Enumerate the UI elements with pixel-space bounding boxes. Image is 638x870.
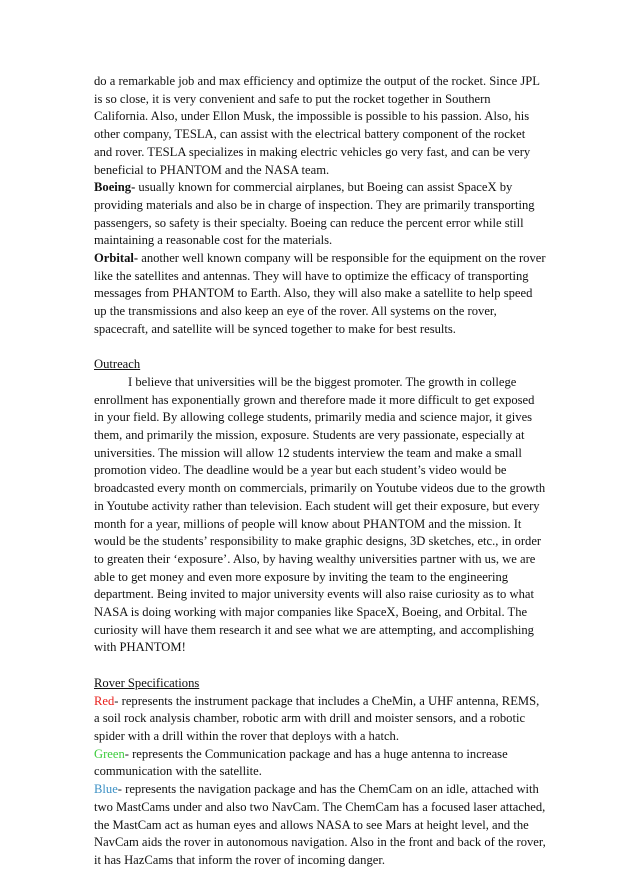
spacer xyxy=(94,339,546,357)
orbital-text: another well known company will be responsible for the equipment on the rover like the satellites and antennas. They will have to optimize the efficacy of transporting messages from PHANTOM to Earth. Also, they will also make a satellite to help speed up the transmissions and also keep an eye of the rover. All systems on the rover, spacecraft, and satellite will be synced together to make for best results. xyxy=(94,251,546,336)
red-label: Red xyxy=(94,693,115,708)
boeing-label: Boeing- xyxy=(94,180,136,195)
rover-specifications-heading: Rover Specifications xyxy=(94,675,200,690)
orbital-paragraph xyxy=(94,250,546,339)
red-spec-paragraph xyxy=(94,693,546,746)
green-spec-paragraph xyxy=(94,746,546,781)
blue-label: Blue xyxy=(94,782,118,797)
boeing-text: usually known for commercial airplanes, but Boeing can assist SpaceX by providing materials and also be in charge of inspection. They are primarily transporting passengers, so safety is their specialty. Boeing can reduce the percent error while still maintaining a reasonable cost for the materials. xyxy=(94,180,535,248)
spacer xyxy=(94,657,546,675)
blue-spec-text: - represents the navigation package and has the ChemCam on an idle, attached with two MastCams under and also two NavCam. The ChemCam has a focused laser attached, the MastCam act as human eyes and allows NASA to see Mars at height level, and the NavCam aids the rover in autonomous navigation. Also in the front and back of the rover, it has HazCams that inform the rover of incoming danger. xyxy=(94,782,546,867)
red-spec-text: - represents the instrument package that includes a CheMin, a UHF antenna, REMS, a soil rock analysis chamber, robotic arm with drill and moister sensors, and a robotic spider with a drill within the rover that deploys with a hatch. xyxy=(94,693,540,743)
boeing-paragraph xyxy=(94,179,546,250)
outreach-heading: Outreach xyxy=(94,357,141,372)
blue-spec-paragraph xyxy=(94,781,546,870)
orbital-label: Orbital- xyxy=(94,251,139,266)
green-spec-text: - represents the Communication package and has a huge antenna to increase communication with the satellite. xyxy=(94,746,508,779)
green-label: Green xyxy=(94,746,125,761)
intro-paragraph: do a remarkable job and max efficiency and optimize the output of the rocket. Since JPL is so close, it is very convenient and safe to put the rocket together in Southern California. Also, under Ellon Musk, the impossible is possible to his passion. Also, his other company, TESLA, can assist with the electrical battery component of the rocket and rover. TESLA specializes in making electric vehicles go very fast, and can be very beneficial to PHANTOM and the NASA team. xyxy=(94,74,540,177)
outreach-paragraph: I believe that universities will be the biggest promoter. The growth in college enrollment has exponentially grown and therefore made it more difficult to get exposed in your field. By allowing college students, primarily media and science major, it gives them, and primarily the mission, exposure. Students are very passionate, especially at universities. The mission will allow 12 students interview the team and make a small promotion video. The deadline would be a year but each student’s video would be broadcasted every month on commercials, primarily on Youtube videos due to the growth in Youtube activity rather than television. Each student will get their exposure, but every month for a year, millions of people will know about PHANTOM and the mission. It would be the students’ responsibility to make graphic designs, 3D sketches, etc., in order to greaten their ‘exposure’. Also, by having wealthy universities partner with us, we are able to get money and even more exposure by inviting the team to the engineering department. Being invited to major university events will also raise curiosity as to what NASA is doing working with major companies like SpaceX, Boeing, and Orbital. The curiosity will have them research it and see what we are attempting, and accomplishing with PHANTOM! xyxy=(94,374,546,655)
